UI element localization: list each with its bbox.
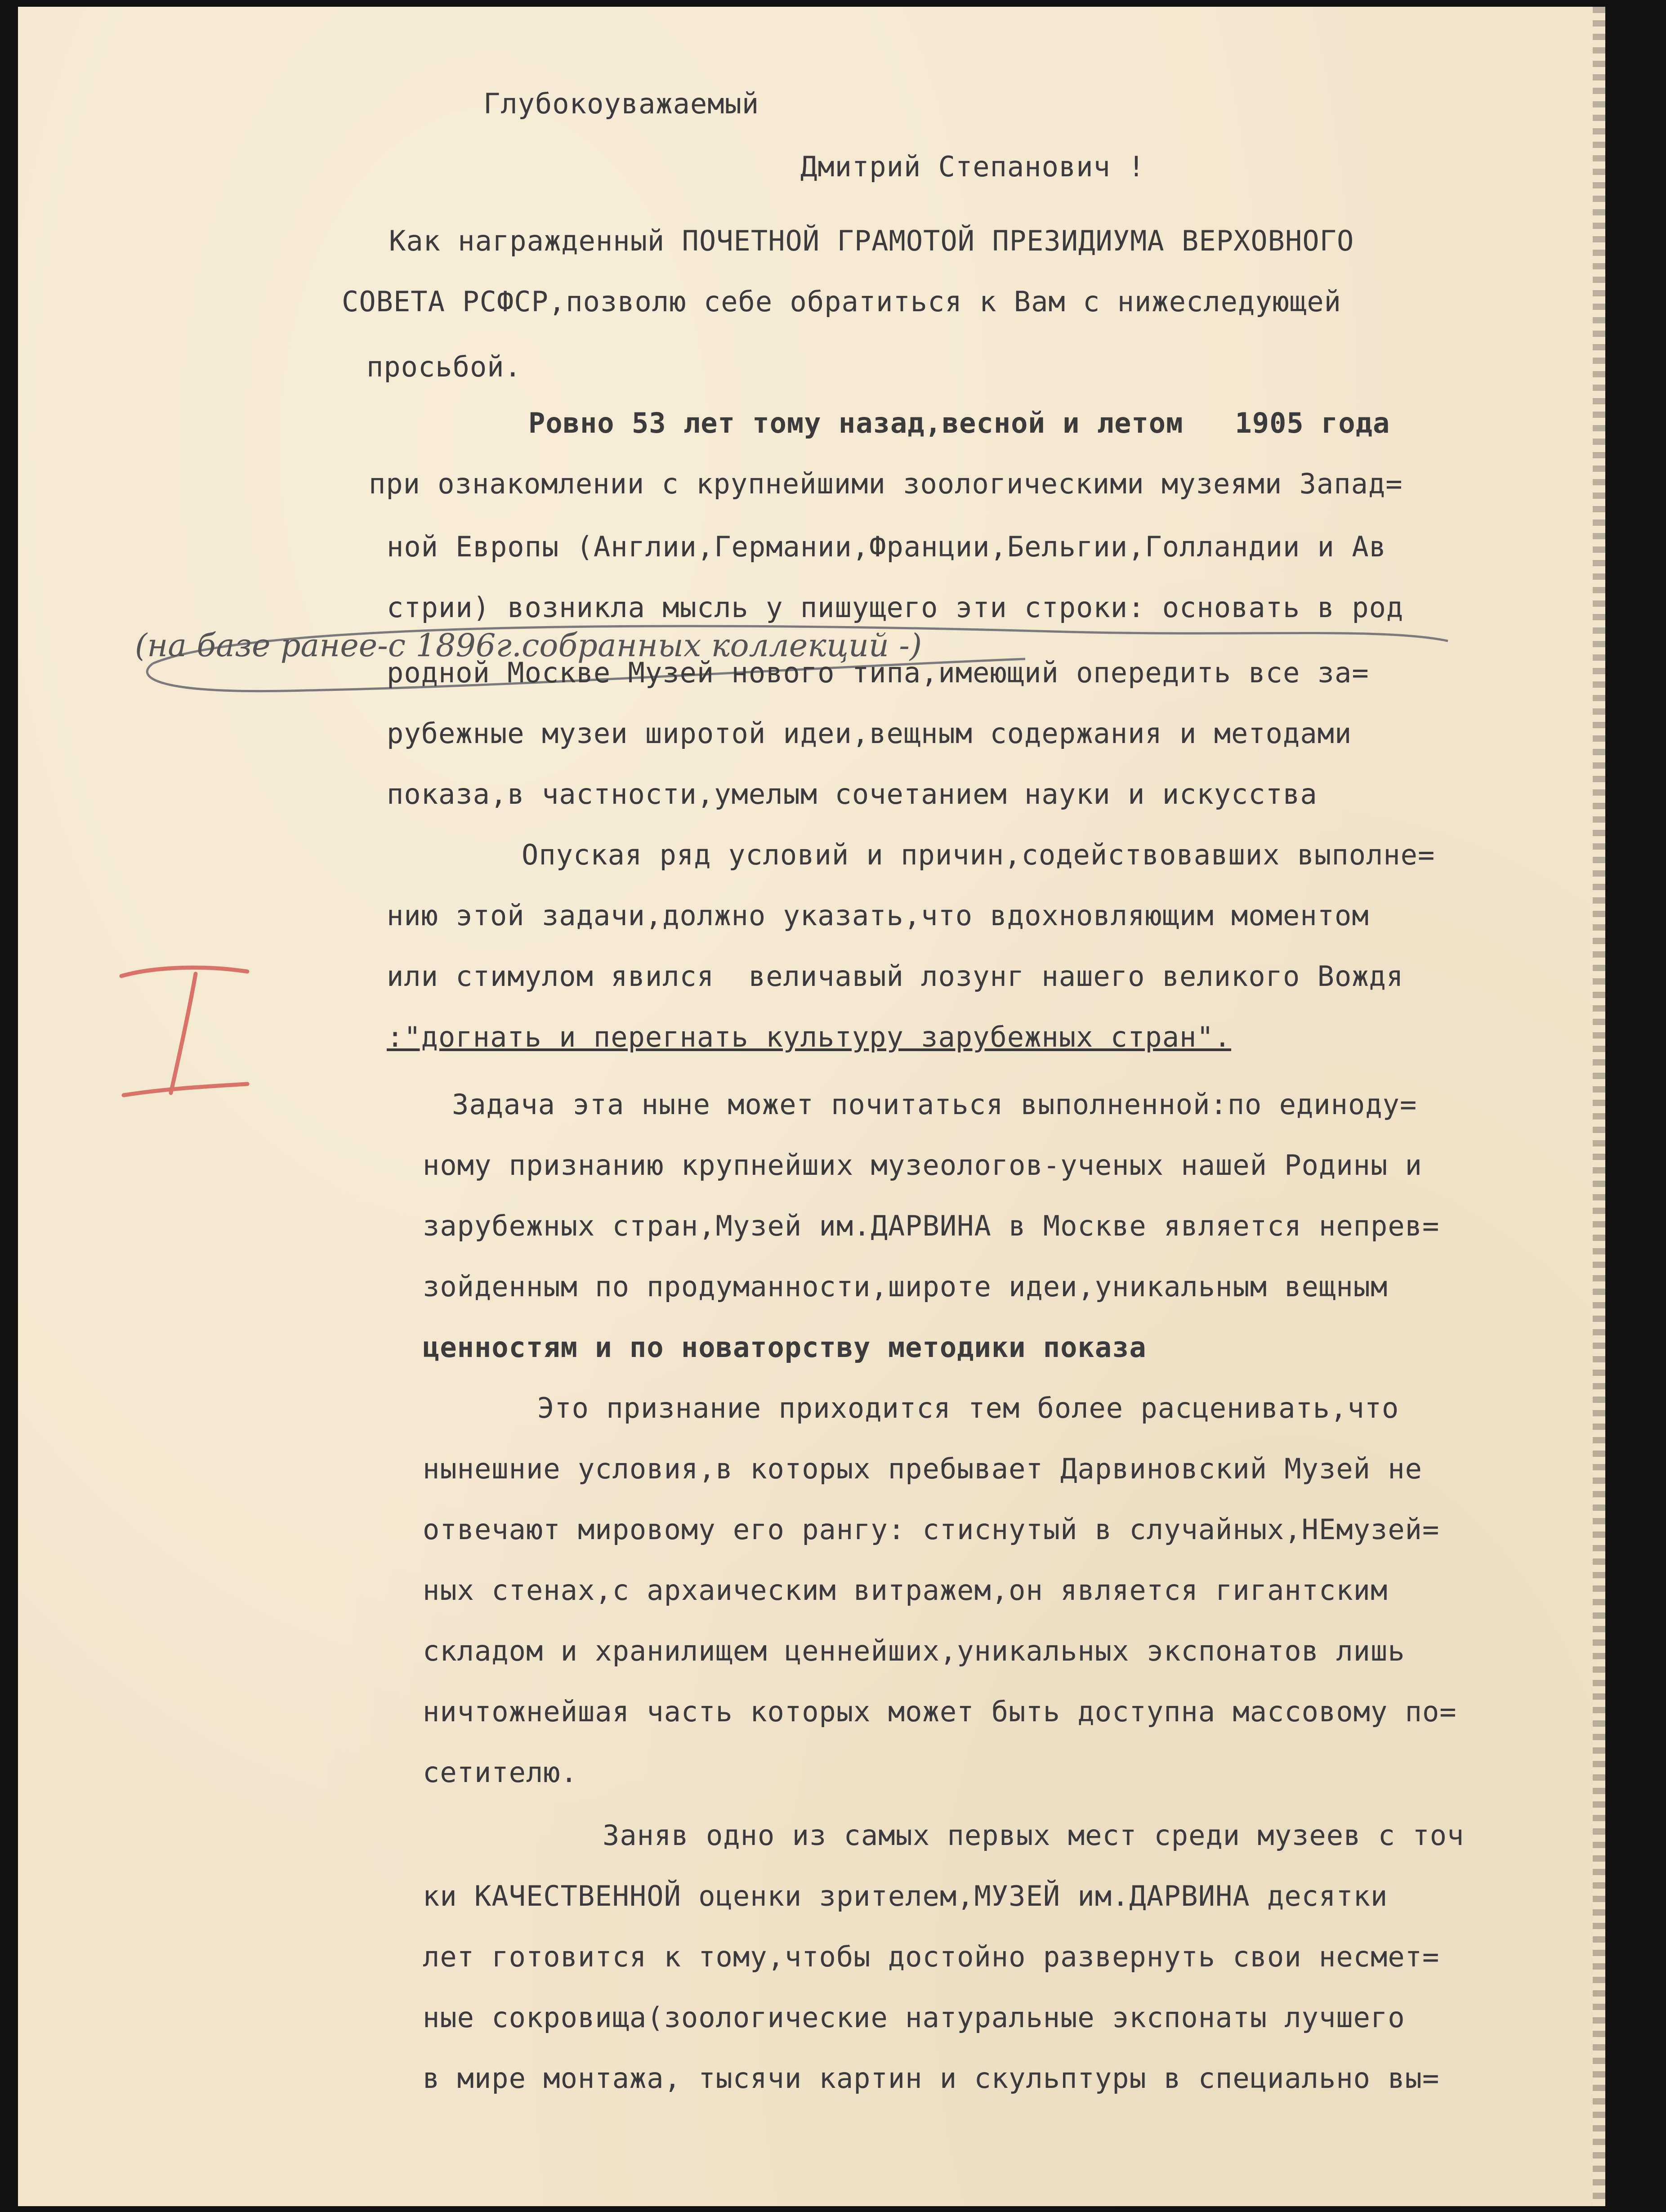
- body-line: Задача эта ныне может почитаться выполненной:по единоду=: [452, 1088, 1417, 1121]
- body-line: ных стенах,с архаическим витражем,он является гигантским: [423, 1574, 1388, 1607]
- body-line: ные сокровища(зоологические натуральные экспонаты лучшего: [423, 2001, 1405, 2034]
- body-line: или стимулом явился величавый лозунг нашего великого Вождя: [387, 960, 1404, 993]
- body-line: Ровно 53 лет тому назад,весной и летом 1905 года: [528, 407, 1390, 439]
- body-line: стрии) возникла мысль у пишущего эти строки: основать в род: [387, 591, 1404, 624]
- body-line: ной Европы (Англии,Германии,Франции,Бельгии,Голландии и Ав: [387, 530, 1386, 563]
- body-line: ки КАЧЕСТВЕННОЙ оценки зрителем,МУЗЕЙ им.ДАРВИНА десятки: [423, 1880, 1388, 1912]
- body-line: складом и хранилищем ценнейших,уникальных экспонатов лишь: [423, 1634, 1405, 1667]
- body-line: отвечают мировому его рангу: стиснутый в случайных,НЕмузей=: [423, 1513, 1440, 1546]
- body-line: родной Москве Музей нового типа,имеющий опередить все за=: [387, 656, 1369, 689]
- body-line: рубежные музеи широтой идеи,вещным содержания и методами: [387, 717, 1352, 750]
- body-line: Это признание приходится тем более расценивать,что: [537, 1392, 1399, 1424]
- salutation-line-2: Дмитрий Степанович !: [800, 150, 1145, 183]
- body-line: ценностям и по новаторству методики показа: [423, 1331, 1147, 1364]
- body-line: Заняв одно из самых первых мест среди музеев с точ: [603, 1819, 1465, 1852]
- margin-mark-roman-numeral: [112, 958, 274, 1106]
- body-line: зойденным по продуманности,широте идеи,уникальным вещным: [423, 1270, 1388, 1303]
- body-line: сетителю.: [423, 1756, 578, 1789]
- body-line: показа,в частности,умелым сочетанием науки и искусства: [387, 778, 1318, 810]
- body-line: ничтожнейшая часть которых может быть доступна массовому по=: [423, 1695, 1457, 1728]
- body-line: ному признанию крупнейших музеологов-ученых нашей Родины и: [423, 1149, 1422, 1182]
- body-line: зарубежных стран,Музей им.ДАРВИНА в Москве является непрев=: [423, 1209, 1440, 1242]
- body-line: СОВЕТА РСФСР,позволю себе обратиться к Вам с нижеследующей: [342, 285, 1341, 318]
- body-line: при ознакомлении с крупнейшими зоологическими музеями Запад=: [369, 467, 1403, 500]
- body-line: :"догнать и перегнать культуру зарубежных стран".: [387, 1021, 1232, 1053]
- body-line: просьбой.: [366, 350, 522, 383]
- body-line: Как награжденный ПОЧЕТНОЙ ГРАМОТОЙ ПРЕЗИДИУМА ВЕРХОВНОГО: [389, 224, 1354, 257]
- body-line: в мире монтажа, тысячи картин и скульптуры в специально вы=: [423, 2062, 1440, 2095]
- handwritten-insert: (на базе ранее-с 1896г.собранных коллекций -): [135, 627, 922, 664]
- body-line: нию этой задачи,должно указать,что вдохновляющим моментом: [387, 899, 1369, 932]
- body-line: Опуская ряд условий и причин,содействовавших выполне=: [522, 838, 1435, 871]
- salutation-line-1: Глубокоуважаемый: [483, 87, 759, 120]
- body-line: нынешние условия,в которых пребывает Дарвиновский Музей не: [423, 1452, 1422, 1485]
- body-line: лет готовится к тому,чтобы достойно развернуть свои несмет=: [423, 1940, 1440, 1973]
- torn-edge: [1593, 7, 1605, 2206]
